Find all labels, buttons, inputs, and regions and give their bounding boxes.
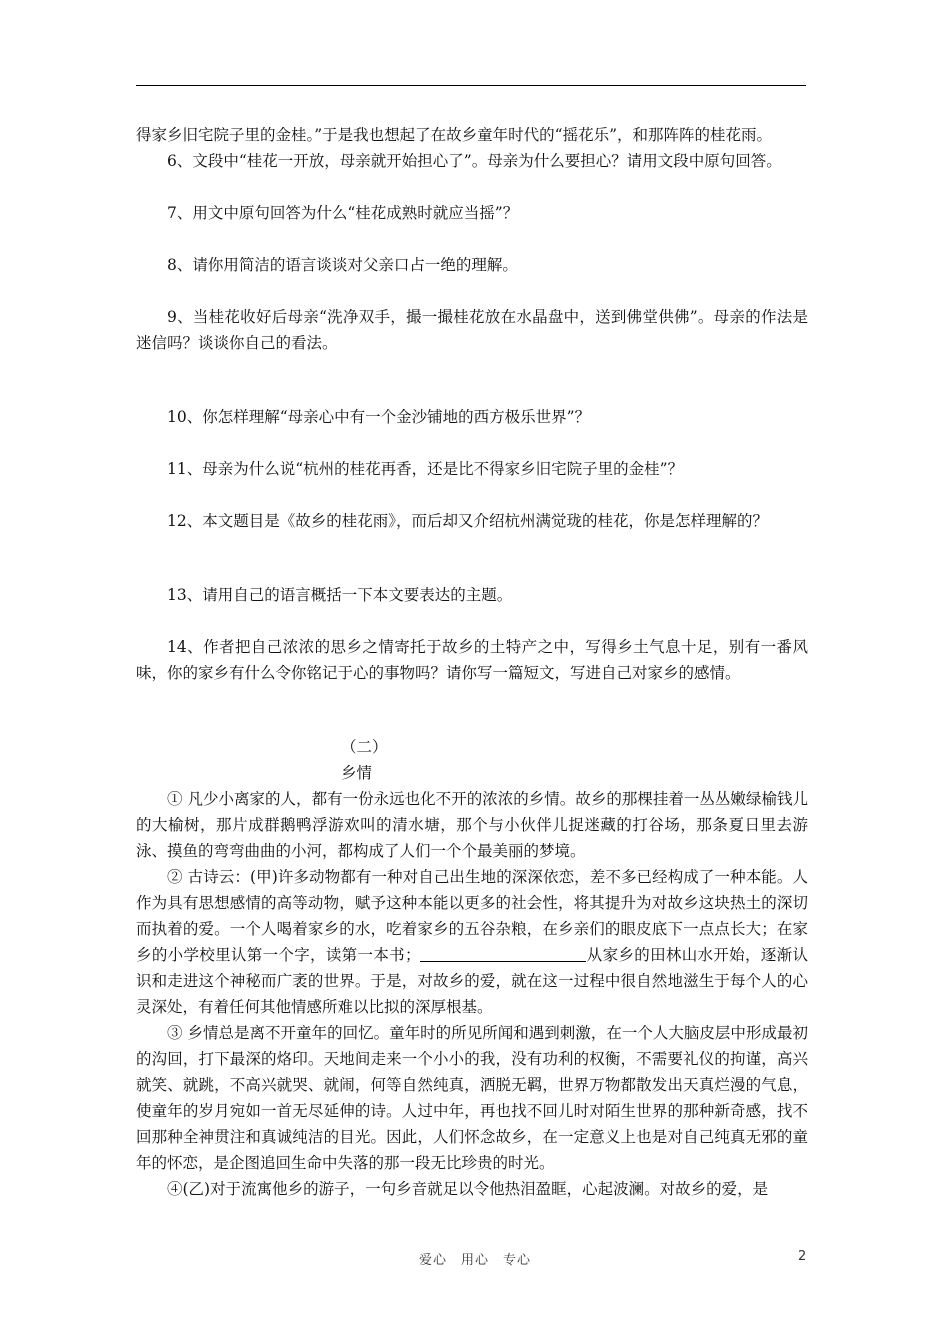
article-paragraph-2-text-cont: 从家乡的田林山水开始，逐渐认识和走进这个神秘而广袤的世界。于是，对故乡的爱，就在这一过程中很自然地滋生于每个人的心灵深处，有着任何其他情感所难以比拟的深厚根基。 (136, 946, 808, 1016)
article-paragraph-2-text: ② 古诗云：(甲)许多动物都有一种对自己出生地的深深依恋，差不多已经构成了一种本能。人作为具有思想感情的高等动物，赋予这种本能以更多的社会性，将其提升为对故乡这块热土的深切而执着的爱。一个人喝着家乡的水，吃着家乡的五谷杂粮，在乡亲们的眼皮底下一点点长大；在家乡的小学校里认第一个字，读第一本书； (136, 868, 808, 964)
question-9: 9、当桂花收好后母亲“洗净双手，撮一撮桂花放在水晶盘中，送到佛堂供佛”。母亲的作法是迷信吗？谈谈你自己的看法。 (136, 308, 808, 352)
question-8: 8、请你用简洁的语言谈谈对父亲口占一绝的理解。 (167, 256, 518, 274)
question-12: 12、本文题目是《故乡的桂花雨》，而后却又介绍杭州满觉珑的桂花，你是怎样理解的？ (167, 512, 768, 530)
article-paragraph-3: ③ 乡情总是离不开童年的回忆。童年时的所见所闻和遇到刺激，在一个人大脑皮层中形成最初的沟回，打下最深的烙印。天地间走来一个小小的我，没有功利的权衡，不需要礼仪的拘谨，高兴就笑、就跳，不高兴就哭、就闹，何等自然纯真，洒脱无羁，世界万物都散发出天真烂漫的气息，使童年的岁月宛如一首无尽延伸的诗。人过中年，再也找不回儿时对陌生世界的那种新奇感，找不回那种全神贯注和真诚纯洁的目光。因此，人们怀念故乡，在一定意义上也是对自己纯真无邪的童年的怀恋，是企图追回生命中失落的那一段无比珍贵的时光。 (136, 1024, 808, 1172)
footer-motto: 爱心 用心 专心 (418, 1253, 531, 1268)
article-paragraph-1: ① 凡少小离家的人，都有一份永远也化不开的浓浓的乡情。故乡的那棵挂着一丛丛嫩绿榆钱儿的大榆树，那片成群鹅鸭浮游欢叫的清水塘，那个与小伙伴儿捉迷藏的打谷场，那条夏日里去游泳、摸鱼的弯弯曲曲的小河，都构成了人们一个个最美丽的梦境。 (136, 790, 808, 860)
section-number: （二） (341, 738, 388, 756)
article-paragraph-4: ④(乙)对于流寓他乡的游子，一句乡音就足以令他热泪盈眶，心起波澜。对故乡的爱，是 (167, 1180, 769, 1198)
article-title: 乡情 (341, 764, 373, 782)
fill-in-blank (420, 947, 586, 962)
paragraph-continuation: 得家乡旧宅院子里的金桂。”于是我也想起了在故乡童年时代的“摇花乐”，和那阵阵的桂花雨。 (136, 126, 773, 144)
article-paragraph-2 (136, 864, 808, 1020)
header-rule (136, 85, 806, 86)
page-number: 2 (798, 1249, 807, 1264)
question-10: 10、你怎样理解“母亲心中有一个金沙铺地的西方极乐世界”？ (167, 408, 591, 426)
question-6: 6、文段中“桂花一开放，母亲就开始担心了”。母亲为什么要担心？请用文段中原句回答。 (167, 152, 782, 170)
question-7: 7、用文中原句回答为什么“桂花成熟时就应当摇”？ (167, 204, 519, 222)
question-11: 11、母亲为什么说“杭州的桂花再香，还是比不得家乡旧宅院子里的金桂”？ (167, 460, 684, 478)
question-13: 13、请用自己的语言概括一下本文要表达的主题。 (167, 586, 513, 604)
question-14: 14、作者把自己浓浓的思乡之情寄托于故乡的土特产之中，写得乡土气息十足，别有一番风味，你的家乡有什么令你铭记于心的事物吗？请你写一篇短文，写进自己对家乡的感情。 (136, 638, 808, 682)
page-body (136, 122, 808, 1202)
